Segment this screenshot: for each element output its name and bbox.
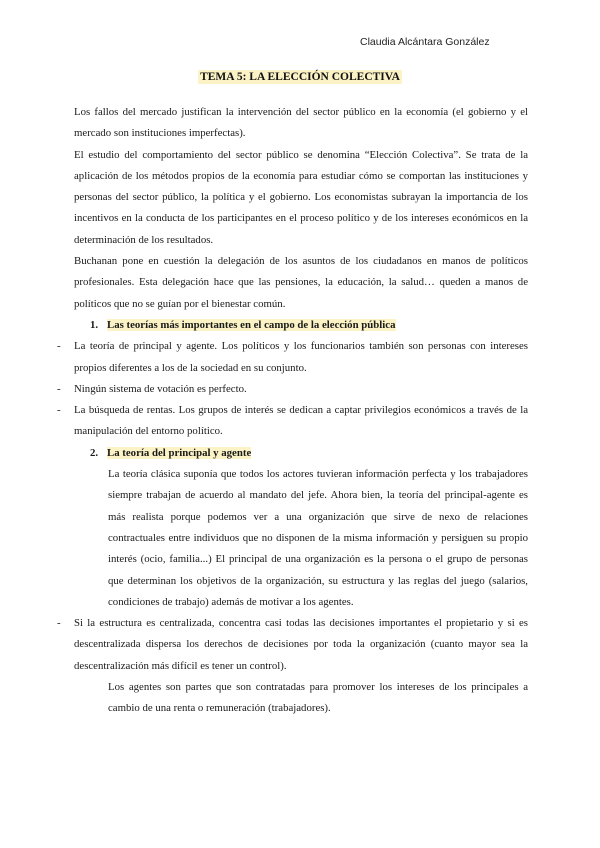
list-item-text: Ningún sistema de votación es perfecto. [74, 382, 247, 395]
page-title [0, 71, 600, 83]
intro-paragraph-2: El estudio del comportamiento del sector público se denomina “Elección Colectiva”. Se trata de la aplicación de los métodos propios de la economía para estudiar cómo se comportan las instituciones y personas del sector público, la política y el gobierno. Los economistas subrayan la importancia de los incentivos en la conducta de los participantes en el proceso político y de los intereses económicos en la determinación de los resultados. [74, 148, 528, 246]
author-name: Claudia Alcántara González [360, 36, 490, 48]
intro-paragraph-3: Buchanan pone en cuestión la delegación de los asuntos de los ciudadanos en manos de políticos profesionales. Esta delegación hace que las pensiones, la educación, la salud… queden a manos de políticos que no se guían por el bienestar común. [74, 255, 528, 310]
section-2-list [57, 613, 528, 677]
section-2-paragraph: La teoría clásica suponía que todos los actores tuvieran información perfecta y los trabajadores siempre trabajan de acuerdo al mandato del jefe. Ahora bien, la teoría del principal-agente es más realista porque podemos ver a una organización que sirve de nexo de relaciones contractuales entre individuos que no disponen de la misma información y persiguen su propio interés (ocio, familia...) El principal de una organización es la persona o el grupo de personas que determinan los objetivos de la organización, su estructura y las reglas del juego (salarios, condiciones de trabajo) además de motivar a los agentes. [108, 468, 528, 608]
list-item [57, 400, 528, 443]
document-body [57, 102, 528, 720]
dash-bullet: - [57, 617, 61, 630]
section-1-heading [90, 315, 528, 336]
section-2-title: La teoría del principal y agente [107, 446, 252, 459]
list-item-text: La búsqueda de rentas. Los grupos de interés se dedican a captar privilegios económicos a través de la manipulación del entorno político. [74, 404, 528, 438]
intro-paragraph-1: Los fallos del mercado justifican la intervención del sector público en la economía (el gobierno y el mercado son instituciones imperfectas). [74, 106, 528, 140]
section-2-number: 2. [90, 446, 99, 459]
section-1-title: Las teorías más importantes en el campo de la elección pública [107, 318, 396, 331]
dash-bullet: - [57, 382, 61, 395]
list-item-text: Si la estructura es centralizada, concentra casi todas las decisiones importantes el propietario y si es descentralizada dispersa los derechos de decisiones por toda la organización (cuanto mayor sea la descentralización más difícil es tener un control). [74, 617, 528, 672]
section-2-heading [90, 443, 528, 464]
list-item [57, 379, 528, 400]
section-1-list [57, 336, 528, 442]
section-1-number: 1. [90, 318, 99, 331]
section-2-closing: Los agentes son partes que son contratadas para promover los intereses de los principales a cambio de una renta o remuneración (trabajadores). [108, 681, 528, 715]
list-item-text: La teoría de principal y agente. Los políticos y los funcionarios también son personas con intereses propios diferentes a los de la sociedad en su conjunto. [74, 340, 528, 374]
dash-bullet: - [57, 404, 61, 417]
list-item [57, 336, 528, 379]
page-title-text: TEMA 5: LA ELECCIÓN COLECTIVA [200, 71, 400, 83]
dash-bullet: - [57, 340, 61, 353]
list-item [57, 613, 528, 677]
